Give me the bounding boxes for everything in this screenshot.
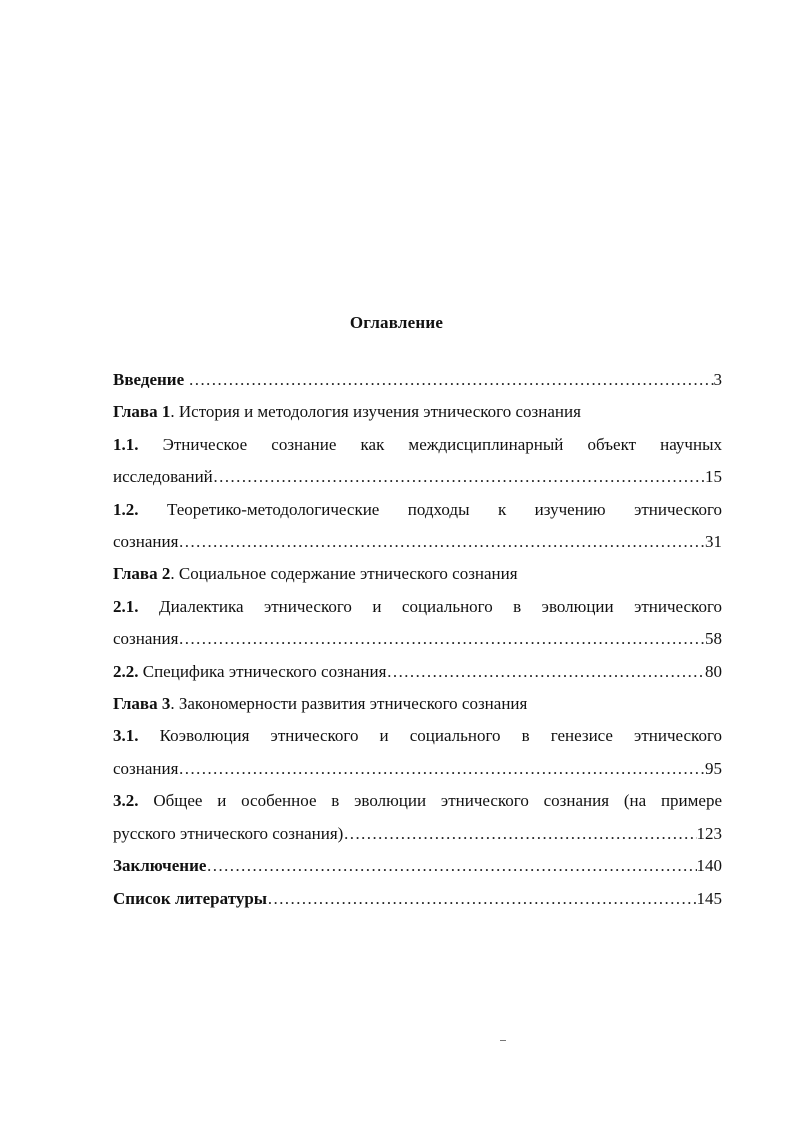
section-title-line2: исследований [113,467,213,487]
toc-entry-conclusion [113,850,722,882]
section-title-line1: Теоретико-методологические подходы к изучению этнического [166,499,723,519]
section-number: 1.1. [113,434,139,454]
dot-leader [178,526,705,558]
chapter-title: . Закономерности развития этнического сознания [170,694,528,714]
toc-entry-2-1 [113,591,722,623]
scan-mark [500,1040,506,1041]
toc-entry-2-2 [113,656,722,688]
dot-leader [343,818,696,850]
dot-leader [178,623,705,655]
toc-entry-3-1-cont [113,753,722,785]
toc-page-number: 15 [705,467,722,487]
section-number: 3.2. [113,791,139,811]
chapter-number: Глава 2 [113,564,171,584]
dot-leader [188,364,713,396]
toc-label: Список литературы [113,888,268,908]
toc-chapter-1 [113,396,722,428]
section-number: 1.2. [113,499,139,519]
toc-page-number: 31 [705,532,722,552]
toc-label: Введение [113,370,185,389]
toc-page-number: 123 [696,823,722,843]
toc-entry-3-2-cont [113,818,722,850]
toc-entry-bibliography [113,883,722,915]
section-number: 2.1. [113,596,139,616]
toc-entry-1-2 [113,494,722,526]
dot-leader [206,850,696,882]
toc-entry-1-1 [113,429,722,461]
toc-page-number: 80 [705,661,722,681]
dot-leader [213,461,705,493]
section-title: Специфика этнического сознания [142,661,387,681]
toc-page-number: 140 [696,856,722,876]
section-title-line1: Коэволюция этнического и социального в генезисе этнического [159,726,722,746]
toc-label: Заключение [113,856,207,876]
toc-chapter-2 [113,558,722,590]
toc-entry-2-1-cont [113,623,722,655]
dot-leader [386,656,705,688]
chapter-number: Глава 1 [113,402,171,422]
section-title-line2: сознания [113,758,179,778]
toc-page-number: 3 [713,370,722,389]
toc-page-number: 145 [696,888,722,908]
chapter-title: . Социальное содержание этнического сознания [170,564,518,584]
section-number: 2.2. [113,661,139,681]
toc-entry-1-1-cont [113,461,722,493]
toc-chapter-3 [113,688,722,720]
section-title-line1: Общее и особенное в эволюции этнического сознания (на примере [153,791,723,811]
section-title-line2: сознания [113,629,179,649]
table-of-contents [113,364,722,915]
section-title-line2: сознания [113,532,179,552]
chapter-number: Глава 3 [113,694,171,714]
toc-entry-3-1 [113,720,722,752]
section-title-line1: Этническое сознание как междисциплинарный объект научных [162,434,722,454]
page-title: Оглавление [349,313,444,332]
toc-page-number: 58 [705,629,722,649]
section-title-line2: русского этнического сознания) [113,823,344,843]
dot-leader [178,753,705,785]
chapter-title: . История и методология изучения этнического сознания [170,402,581,422]
section-number: 3.1. [113,726,139,746]
dot-leader [267,883,696,915]
toc-page-number: 95 [705,758,722,778]
toc-entry-1-2-cont [113,526,722,558]
toc-entry-3-2 [113,785,722,817]
section-title-line1: Диалектика этнического и социального в эволюции этнического [158,596,723,616]
toc-entry-introduction [113,364,722,396]
